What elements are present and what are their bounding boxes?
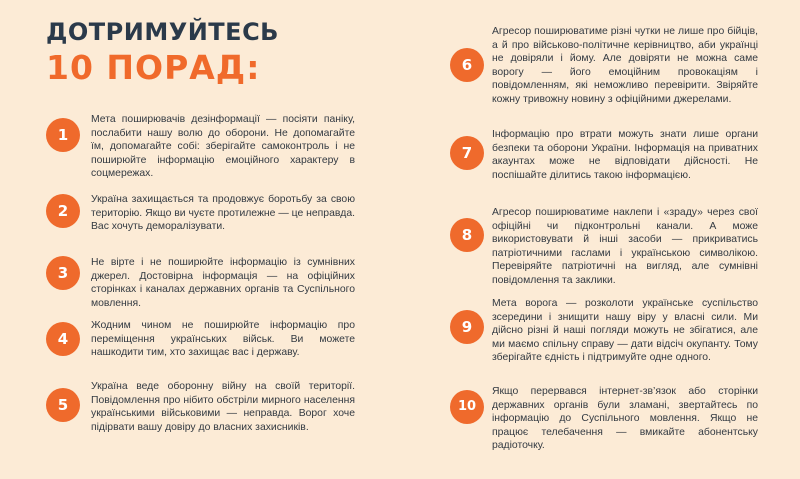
tip-7-text: Інформацію про втрати можуть знати лише органи безпеки та оборони України. Інформація на приватних акаунтах може не відповідати дійсності. Не поспішайте ділитись такою інформацією. <box>492 129 758 181</box>
tip-9-text: Мета ворога — розколоти українське суспільство зсередини і знищити нашу віру у власні сили. Ми дійсно різні й наші погляди можуть не збігатися, але ми маємо спільну справу — дати відсіч окупанту. Тому зберігайте єдність і підтримуйте одне одного. <box>492 298 758 364</box>
tip-3-number: 3 <box>46 256 80 290</box>
tip-4-text: Жодним чином не поширюйте інформацію про переміщення українських військ. Ви можете нашкодити тим, хто захищає вас і державу. <box>91 320 355 359</box>
tip-3-text: Не вірте і не поширюйте інформацію із сумнівних джерел. Достовірна інформація — на офіційних сторінках і каналах державних органів та Суспільного мовлення. <box>91 257 355 309</box>
tip-6-text: Агресор поширюватиме різні чутки не лише про бійців, а й про військово-політичне керівництво, аби українці не довіряли і йому. Але довіряти не можна саме ворогу — його емоційним провокаціям і повідомленням, які неможливо перевірити. Звіряйте кожну тривожну новину з офіційними джерелами. <box>492 26 758 105</box>
tip-5-text: Україна веде оборонну війну на своїй території. Повідомлення про нібито обстріли мирного населення українськими військовими — неправда. Ворог хоче підірвати вашу довіру до власних захисників. <box>91 381 355 433</box>
tip-9-number: 9 <box>450 310 484 344</box>
page-title-line1: ДОТРИМУЙТЕСЬ <box>46 18 279 46</box>
tip-8-number: 8 <box>450 218 484 252</box>
tip-10-number: 10 <box>450 390 484 424</box>
tip-5-number: 5 <box>46 388 80 422</box>
tip-1-text: Мета поширювачів дезінформації — посіяти паніку, послабити нашу волю до оборони. Не допомагайте їм, допомагайте собі: зберігайте самоконтроль і не поширюйте інформацію емоційного характеру в соцмережах. <box>91 114 355 180</box>
tip-8-text: Агресор поширюватиме наклепи і «зраду» через свої офіційні чи підконтрольні канали. А може використовувати й інші засоби — прикриватись патріотичними гаслами і українською символікою. Перевіряйте патріотичні на вигляд, але сумнівні повідомлення та заклики. <box>492 207 758 286</box>
tip-4-number: 4 <box>46 322 80 356</box>
tip-10-text: Якщо перервався інтернет-зв’язок або сторінки державних органів були зламані, звертайтесь по інформацію до Суспільного мовлення. Якщо не працює телебачення — вмикайте абонентську радіоточку. <box>492 386 758 452</box>
tip-6-number: 6 <box>450 48 484 82</box>
tip-7-number: 7 <box>450 136 484 170</box>
tip-1-number: 1 <box>46 118 80 152</box>
page-title-line2: 10 ПОРАД: <box>46 48 261 87</box>
tip-2-text: Україна захищається та продовжує боротьбу за свою територію. Якщо ви чуєте протилежне — це неправда. Вас хочуть деморалізувати. <box>91 194 355 233</box>
tip-2-number: 2 <box>46 194 80 228</box>
